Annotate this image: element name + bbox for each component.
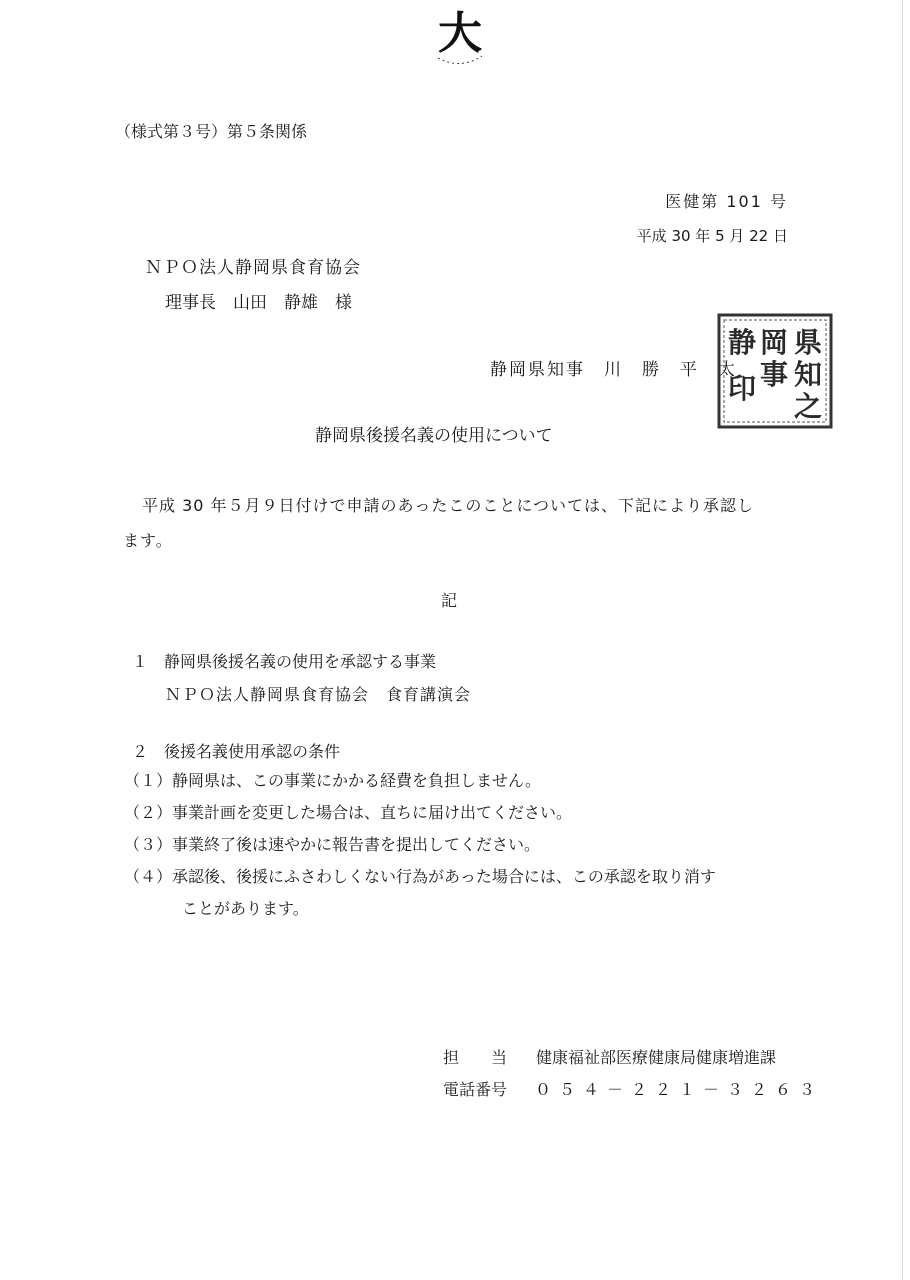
- document-number: 医健第 101 号: [665, 192, 788, 211]
- official-seal: [716, 312, 834, 430]
- svg-text:事: 事: [760, 358, 789, 391]
- condition-3: （３）事業終了後は速やかに報告書を提出してください。: [124, 835, 541, 854]
- svg-text:静: 静: [728, 326, 757, 359]
- body-line-2: ます。: [123, 531, 173, 550]
- item-1-content: ＮＰＯ法人静岡県食育協会 食育講演会: [165, 685, 472, 704]
- sender-name: 静岡県知事 川 勝 平 太: [490, 360, 737, 380]
- contact-phone: ０５４－２２１－３２６３: [535, 1080, 824, 1099]
- condition-1: （１）静岡県は、この事業にかかる経費を負担しません。: [124, 771, 541, 790]
- recipient-organization: ＮＰＯ法人静岡県食育協会: [145, 258, 361, 278]
- scan-edge: [902, 0, 903, 1280]
- item-1-title: １ 静岡県後援名義の使用を承認する事業: [132, 652, 437, 671]
- form-reference: （様式第３号）第５条関係: [115, 122, 308, 141]
- svg-text:県: 県: [794, 326, 823, 359]
- handwritten-mark: [420, 0, 500, 70]
- contact-department: 健康福祉部医療健康局健康増進課: [536, 1048, 777, 1067]
- svg-text:岡: 岡: [760, 326, 789, 359]
- condition-2: （２）事業計画を変更した場合は、直ちに届け出てください。: [124, 803, 573, 822]
- document-date: 平成 30 年 5 月 22 日: [636, 227, 788, 245]
- body-line-1: 平成 30 年５月９日付けで申請のあったこのことについては、下記により承認し: [142, 496, 755, 515]
- recipient-person: 理事長 山田 静雄 様: [165, 293, 352, 313]
- svg-text:知: 知: [794, 358, 823, 391]
- svg-text:印: 印: [728, 372, 757, 405]
- svg-text:之: 之: [794, 390, 823, 423]
- contact-person-label: 担 当: [443, 1048, 508, 1067]
- condition-4-continued: ことがあります。: [182, 899, 309, 918]
- handwritten-mark-glyph: 大: [438, 8, 482, 59]
- contact-phone-label: 電話番号: [443, 1080, 508, 1099]
- subject: 静岡県後援名義の使用について: [315, 426, 553, 446]
- ki-heading: 記: [441, 591, 458, 610]
- item-2-title: ２ 後援名義使用承認の条件: [132, 742, 341, 761]
- condition-4: （４）承認後、後援にふさわしくない行為があった場合には、この承認を取り消す: [124, 867, 716, 886]
